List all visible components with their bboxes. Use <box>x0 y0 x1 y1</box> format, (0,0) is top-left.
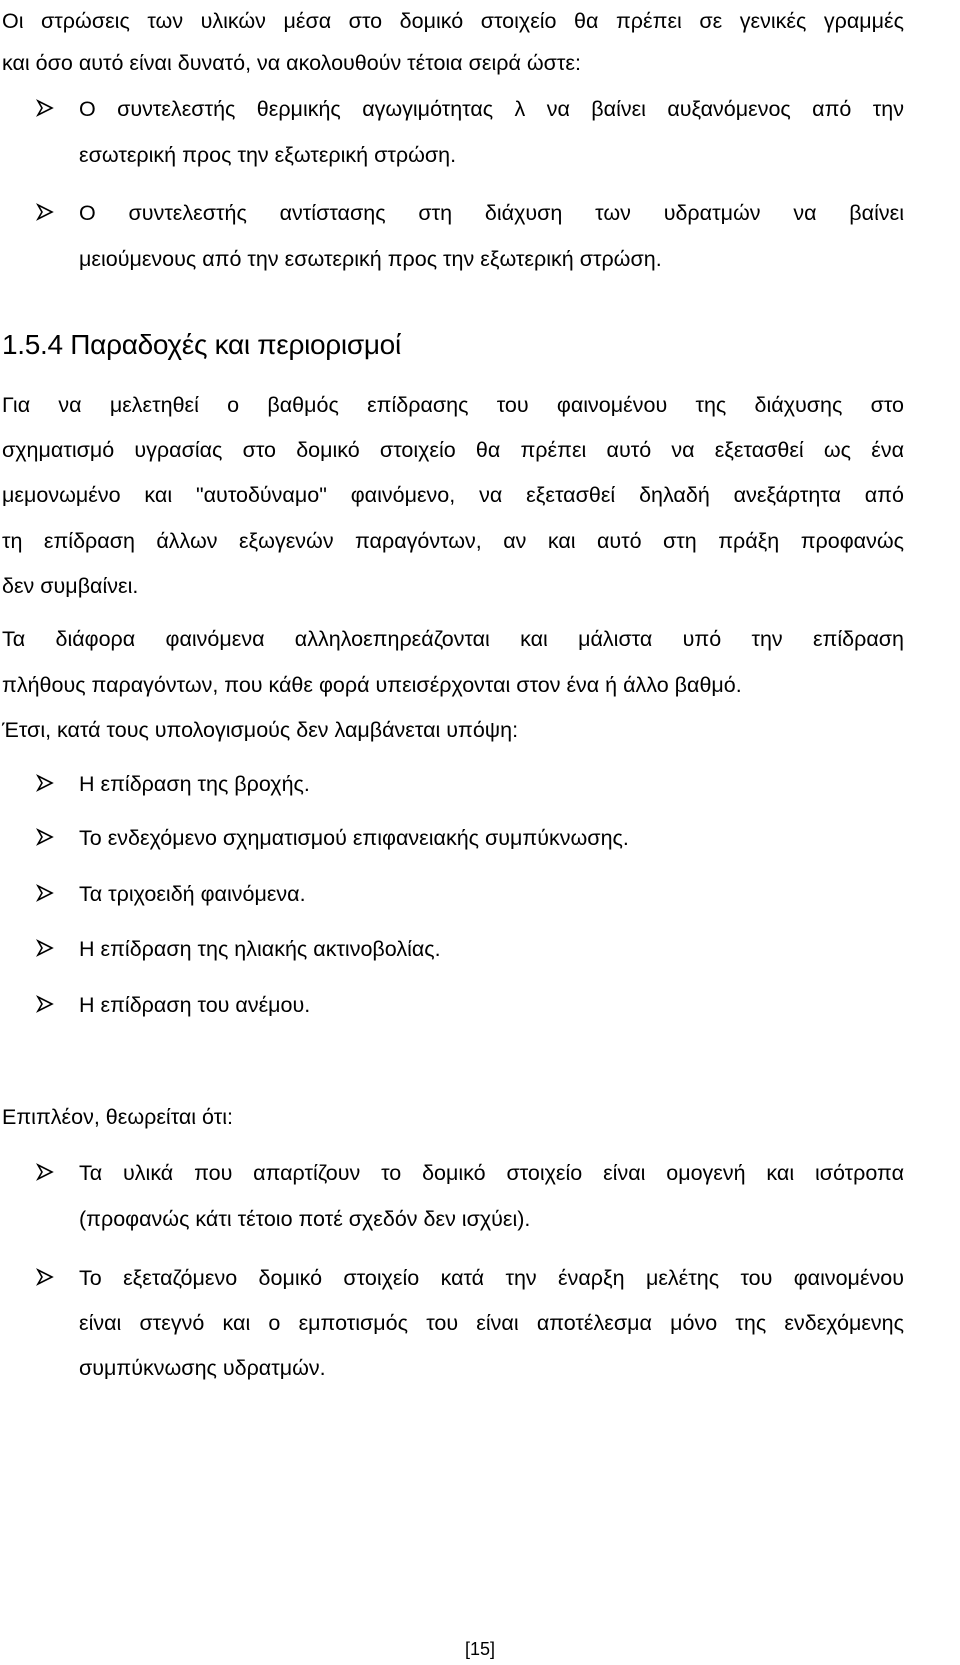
paragraph-2-line-2: πλήθους παραγόντων, που κάθε φορά υπεισέρχονται στον ένα ή άλλο βαθμό. <box>2 673 742 697</box>
intro-line-2: και όσο αυτό είναι δυνατό, να ακολουθούν τέτοια σειρά ώστε: <box>2 51 581 75</box>
intro-bullet-1-line-2: εσωτερική προς την εξωτερική στρώση. <box>79 143 457 167</box>
paragraph-1-line-3: μεμονωμένο και "αυτοδύναμο" φαινόμενο, να εξετασθεί δηλαδή ανεξάρτητα από <box>2 483 904 507</box>
arrowhead-bullet-icon <box>36 995 54 1013</box>
arrowhead-bullet-icon <box>36 774 54 792</box>
intro-line-1: Οι στρώσεις των υλικών μέσα στο δομικό στοιχείο θα πρέπει σε γενικές γραμμές <box>2 9 904 33</box>
assumptions-intro: Επιπλέον, θεωρείται ότι: <box>2 1105 233 1129</box>
arrowhead-bullet-icon <box>36 1268 54 1286</box>
assumption-1-line-1: Τα υλικά που απαρτίζουν το δομικό στοιχείο είναι ομογενή και ισότροπα <box>79 1161 904 1185</box>
paragraph-2-line-3: Έτσι, κατά τους υπολογισμούς δεν λαμβάνεται υπόψη: <box>2 718 519 742</box>
exclusion-item-4: Η επίδραση της ηλιακής ακτινοβολίας. <box>79 937 441 961</box>
paragraph-1-line-2: σχηματισμό υγρασίας στο δομικό στοιχείο θα πρέπει αυτό να εξετασθεί ως ένα <box>2 438 904 462</box>
paragraph-2-line-1: Τα διάφορα φαινόμενα αλληλοεπηρεάζονται και μάλιστα υπό την επίδραση <box>2 627 904 651</box>
exclusion-item-5: Η επίδραση του ανέμου. <box>79 993 311 1017</box>
exclusion-item-3: Τα τριχοειδή φαινόμενα. <box>79 882 306 906</box>
arrowhead-bullet-icon <box>36 99 54 117</box>
intro-bullet-2-line-2: μειούμενους από την εσωτερική προς την εξωτερική στρώση. <box>79 247 662 271</box>
exclusion-item-2: Το ενδεχόμενο σχηματισμού επιφανειακής συμπύκνωσης. <box>79 826 629 850</box>
intro-bullet-1-line-1: Ο συντελεστής θερμικής αγωγιμότητας λ να βαίνει αυξανόμενος από την <box>79 97 904 121</box>
paragraph-1-line-1: Για να μελετηθεί ο βαθμός επίδρασης του φαινομένου της διάχυσης στο <box>2 393 904 417</box>
arrowhead-bullet-icon <box>36 828 54 846</box>
assumption-2-line-2: είναι στεγνό και ο εμποτισμός του είναι αποτέλεσμα μόνο της ενδεχόμενης <box>79 1311 904 1335</box>
page-number: [15] <box>464 1639 496 1659</box>
arrowhead-bullet-icon <box>36 203 54 221</box>
assumption-2-line-3: συμπύκνωσης υδρατμών. <box>79 1356 326 1380</box>
assumption-1-line-2: (προφανώς κάτι τέτοιο ποτέ σχεδόν δεν ισχύει). <box>79 1207 531 1231</box>
intro-bullet-2-line-1: Ο συντελεστής αντίστασης στη διάχυση των υδρατμών να βαίνει <box>79 201 904 225</box>
arrowhead-bullet-icon <box>36 884 54 902</box>
assumption-2-line-1: Το εξεταζόμενο δομικό στοιχείο κατά την έναρξη μελέτης του φαινομένου <box>79 1266 904 1290</box>
paragraph-1-line-5: δεν συμβαίνει. <box>2 574 139 598</box>
exclusion-item-1: Η επίδραση της βροχής. <box>79 772 310 796</box>
section-heading: 1.5.4 Παραδοχές και περιορισμοί <box>2 329 401 360</box>
paragraph-1-line-4: τη επίδραση άλλων εξωγενών παραγόντων, αν και αυτό στη πράξη προφανώς <box>2 529 904 553</box>
arrowhead-bullet-icon <box>36 1163 54 1181</box>
arrowhead-bullet-icon <box>36 939 54 957</box>
